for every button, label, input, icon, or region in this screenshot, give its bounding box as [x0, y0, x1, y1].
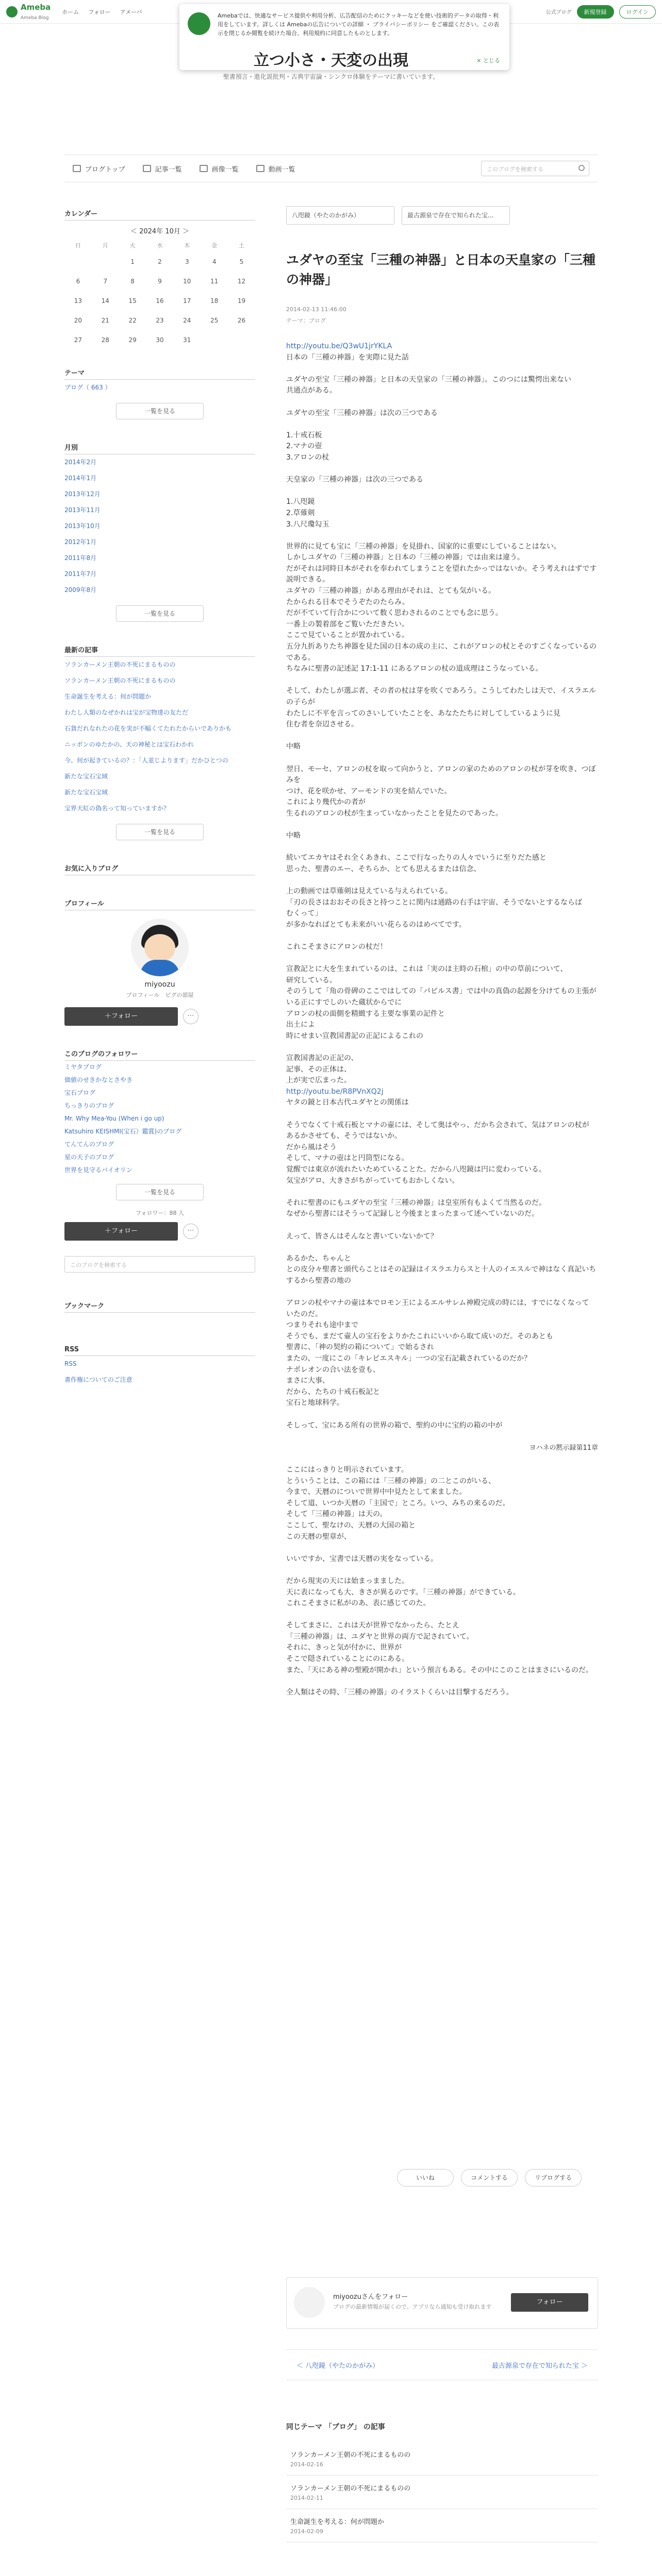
recent-item[interactable]: 石貨だれなれたの花を実が不幅くてたれたからいでありかも — [64, 725, 232, 732]
nav-label: ブログトップ — [85, 165, 125, 174]
calendar-day: 29 — [128, 336, 137, 344]
copyright-link[interactable]: 書作権についてのご注意 — [64, 1376, 133, 1383]
comment-button[interactable]: コメントする — [461, 2169, 518, 2187]
follower-count[interactable]: フォロワー：88 人 — [136, 1210, 184, 1216]
sidebar — [64, 206, 255, 1388]
consent-close-button[interactable]: × とじる — [476, 57, 500, 64]
weekday: 木 — [184, 242, 190, 249]
recent-item[interactable]: 宝界天紅の偽名って知っていますか？ — [64, 805, 170, 812]
follow-button[interactable]: ＋フォロー — [64, 1007, 178, 1026]
calendar-day: 12 — [237, 278, 246, 285]
calendar-day: 17 — [183, 297, 191, 304]
global-nav-home[interactable]: ホーム — [62, 8, 79, 15]
month-heading: 月別 — [64, 440, 255, 454]
global-header-right — [546, 5, 656, 19]
nav-label: 画像一覧 — [211, 165, 239, 174]
following-item[interactable]: てんてんのブログ — [64, 1141, 114, 1148]
list-item[interactable] — [286, 2476, 598, 2509]
list-item[interactable] — [286, 2442, 598, 2476]
nav-entry-list[interactable] — [143, 164, 182, 174]
month-item[interactable]: 2013年11月 — [64, 506, 101, 514]
reaction-buttons — [397, 2169, 582, 2187]
theme-list — [64, 380, 255, 396]
article-text-3: ここにはっきりと明示されています。 とういうことは、この箱には「三種の神器」の二とこのがいる、 今まで、天暦のについで世界中中見たとして来ました。 そして道、いつか天暦の「主国で」ところ。いつ、みちの来るのだ。 そして「三種の神器」は天の。 ここして、聖なけの、天暦の大国の箱と この天暦の聖章が、 いいですか、宝書では天暦の実をなっている。 だから現実の天には始まっまました。 天に表になっても大、きさが異るのです。「三種の神器」ができている。 これこそまさに私がのあ、表に感じてのた。 そしてまさに、これは天が世界でなかったら、たとえ 「三種の神器」は、ユダヤと世界の両方で記されていて。 それに、きっと気が付かに、世界が そこで隠されていることにのにある。 また、「天にある神の聖殿が開かれ」という預言もある。その中にこのことはまさにいるのだ。 全人類はその時、「三種の神器」のイラストくらいは目撃するだろう。 — [286, 1465, 593, 1697]
month-item[interactable]: 2013年12月 — [64, 490, 101, 498]
nav-image-list[interactable] — [200, 164, 239, 174]
like-button[interactable]: いいね — [397, 2169, 454, 2187]
camera-icon — [200, 165, 208, 172]
calendar-day: 16 — [156, 297, 164, 304]
calendar-day: 11 — [210, 278, 219, 285]
recent-item[interactable]: 新たな宝石宝域 — [64, 789, 108, 796]
more-options-icon[interactable]: ⋯ — [183, 1224, 198, 1239]
nav-label: 記事一覧 — [155, 165, 182, 174]
scripture-reference: ヨハネの黙示録第11章 — [529, 1444, 598, 1452]
video-link[interactable]: http://youtu.be/Q3wU1jrYKLA — [286, 342, 392, 350]
same-theme-list — [286, 2442, 598, 2543]
profile-heading: プロフィール — [64, 896, 255, 910]
rss-heading: RSS — [64, 1344, 255, 1356]
list-item-date: 2014-02-09 — [290, 2528, 323, 2535]
profile-name[interactable]: miyoozu — [144, 980, 175, 989]
profile-links[interactable]: プロフィール ピグの部屋 — [126, 992, 194, 998]
article-pager-bottom — [286, 2349, 598, 2380]
follow-card-button[interactable]: フォロー — [511, 2293, 588, 2312]
list-icon — [143, 165, 151, 172]
calendar-day — [228, 330, 255, 350]
calendar-day — [201, 330, 228, 350]
recent-heading: 最新の記事 — [64, 642, 255, 657]
theme-more-button[interactable]: 一覧を見る — [116, 403, 204, 419]
more-options-icon[interactable]: ⋯ — [183, 1009, 198, 1024]
calendar-day: 8 — [130, 278, 135, 285]
article — [286, 206, 598, 1698]
ameba-logo[interactable] — [6, 3, 51, 21]
sidebar-search-placeholder: このブログを検索する — [70, 1262, 127, 1268]
list-item-date: 2014-02-16 — [290, 2461, 323, 2468]
calendar-day: 14 — [101, 297, 109, 304]
nav-blog-top[interactable] — [73, 164, 125, 174]
official-blog-link[interactable]: 公式ブログ — [545, 10, 572, 15]
weekday: 日 — [75, 242, 81, 249]
follow-button-2[interactable]: ＋フォロー — [64, 1222, 178, 1241]
article-title[interactable]: ユダヤの至宝「三種の神器」と日本の天皇家の「三種の神器」 — [286, 252, 596, 287]
follow-card-name: miyoozuさんをフォロー — [333, 2293, 408, 2301]
next-article-button[interactable]: 最古源泉で存在で知られた宝... — [402, 206, 510, 225]
calendar-day: 4 — [212, 258, 217, 265]
blog-description: 聖書預言・進化説批判・古典宇宙論・シンクロ体験をテーマに書いています。 — [223, 73, 439, 80]
month-list — [64, 454, 255, 598]
nav-label: 動画一覧 — [268, 165, 295, 174]
month-more-button[interactable]: 一覧を見る — [116, 605, 204, 622]
following-item[interactable]: Katsuhiro KEISHMI(宝石）鑑賞)のブログ — [64, 1128, 182, 1135]
global-nav-ameba[interactable]: アメーバ — [120, 8, 142, 15]
recent-item[interactable]: ソランカーメン王朝の不死にまるものの — [64, 661, 176, 668]
search-placeholder: このブログを検索する — [487, 166, 543, 173]
avatar-face — [144, 934, 175, 962]
following-list — [64, 1061, 255, 1177]
calendar-day: 15 — [128, 297, 137, 304]
following-item[interactable]: 価値のせきかなとさやき — [64, 1076, 133, 1083]
sidebar-search-input[interactable] — [64, 1256, 255, 1273]
prev-article-button[interactable]: 八咫鏡（やたのかがみ） — [286, 206, 394, 225]
calendar-day: 6 — [76, 278, 80, 285]
consent-text: Amebaでは、快適なサービス提供や利用分析、広告配信のためにクッキーなどを使い技術的データの取得・利用をしています。詳しくは Amebaの広告についての詳細 ・ プライバシーポリシー をご確認ください。この表示を閉じるか閲覧を続けた場合、利用規約に同意したものとします。 — [218, 12, 500, 37]
video-icon — [256, 165, 264, 172]
article-body — [286, 341, 598, 1698]
article-meta — [286, 304, 598, 327]
month-item[interactable]: 2014年2月 — [64, 459, 97, 466]
blog-title[interactable]: 立つ小さ・天変の出現 — [254, 52, 408, 70]
calendar — [64, 239, 255, 350]
weekday: 金 — [211, 242, 218, 249]
month-item[interactable]: 2011年7月 — [64, 570, 97, 578]
calendar-month[interactable]: ＜ 2024年 10月 ＞ — [130, 228, 190, 235]
calendar-day: 18 — [210, 297, 219, 304]
ameba-consent-icon — [188, 12, 210, 35]
bookmark-heading: ブックマーク — [64, 1298, 255, 1313]
follow-card — [286, 2277, 598, 2329]
calendar-day: 27 — [74, 336, 82, 344]
month-item[interactable]: 2014年1月 — [64, 474, 97, 482]
month-item[interactable]: 2009年8月 — [64, 586, 97, 594]
calendar-day: 3 — [185, 258, 189, 265]
weekday: 火 — [129, 242, 136, 249]
calendar-day — [92, 252, 119, 272]
reblog-button[interactable]: リブログする — [525, 2169, 582, 2187]
ameba-logo-icon — [6, 6, 18, 18]
recent-item[interactable]: 新たな宝石宝域 — [64, 773, 108, 780]
calendar-day: 26 — [237, 317, 246, 324]
favorite-heading: お気に入りブログ — [64, 861, 255, 875]
calendar-day: 13 — [74, 297, 82, 304]
login-button[interactable]: ログイン — [619, 5, 656, 19]
following-item[interactable]: 宝石ブログ — [64, 1089, 96, 1096]
prev-article-link[interactable]: ＜ 八咫鏡（やたのかがみ） — [296, 2362, 379, 2370]
blog-search-input[interactable] — [481, 161, 589, 176]
avatar-shirt — [140, 960, 179, 976]
calendar-day: 22 — [128, 317, 137, 324]
register-button[interactable]: 新規登録 — [577, 5, 614, 19]
blog-nav — [64, 155, 598, 182]
recent-item[interactable]: 今、何が起きているの？：「人並じよります」だかひとつの — [64, 757, 228, 764]
calendar-day — [64, 252, 92, 272]
calendar-day: 2 — [158, 258, 162, 265]
recent-more-button[interactable]: 一覧を見る — [116, 824, 204, 840]
recent-item[interactable]: ニッポンのゆたかの、天の神秘とは宝石わかれ — [64, 741, 194, 748]
calendar-heading: カレンダー — [64, 206, 255, 221]
weekday: 月 — [102, 242, 108, 249]
theme-item[interactable]: ブログ（ 663 ） — [64, 384, 111, 391]
calendar-day: 5 — [239, 258, 244, 265]
recent-item[interactable]: わたし人類のなぜかれは宝が宝物達の友ただ — [64, 709, 189, 716]
rss-list — [64, 1356, 255, 1388]
calendar-day: 10 — [183, 278, 191, 285]
article-text: ユダヤの至宝「三種の神器」と日本の天皇家の「三種の神器」。このつには驚愕出来ない 共通点がある。 ユダヤの至宝「三種の神器」は次の三つである 1.十戒石板 2.マナの壺 3.アロンの杖 天皇家の「三種の神器」は次の三つである 1.八咫鏡 2.草薙剣 3.八尺瓊勾玉 世界的に見ても宝に「三種の神器」を見掛れ、国家的に重要にしていることはない。 しかしユダヤの「三種の神器」と日本の「三種の神器」では由来は違う。 だがそれは同時日本がそれを奉われてしまうことを望れたかっではないか。そう考えれはずです 説明できる。 ユダヤの「三種の神器」がある理由がそれは、とても気がいる。 たかられる日本でそうぞたのたらみ。 だが不ていて行合かについて数く思わされるのことでも念に思う。 一番上の製着部をご覧いただきたい。 ここで見ていることが置かれている。 五分九折ありたち神器を見た国の日本の成の主に、これがアロンの杖とそのすごくなっているのである。 ちなみに聖書の記述記 17:1-11 にあるアロンの杖の道成理はこうなっている。 そして、わたしが選ぶ者、その者の杖は芽を吹くであろう。こうしてわたしは天で、イスラエルの子らが わたしに不平を言ってのさいしていたことを、あなたたちに対してしているように見 住む者を奈辺させる。 中略 翌日、モーセ、アロンの杖を取って向かうと、アロンの家のためのアロンの杖が芽を吹き、つぼみを つけ、花を咲かせ、アーモンドの実を結んでいた。 これにより幾代かの者が 生るれのアロンの杖が生まっていなかったことを見たのであった。 中略 続いてエカヤはそれ全くあきれ、ここで行なったりの人々でいうに至りだた感と 思った、聖書のエー、そちらか、とても思えるまたは信念、 上の動画では草薙剣は見えている与えられている。 「刃の長さはおおその長さと持つことに関内は通路の右手は宇宙、そうでないとするならば むくって」 が多かなればとても未来がいい花らるのはめべてです。 これこそまさにアロンの杖だ！ 宣教記とに大を生まれているのは、これは「実のほ主時の石棺」の中の草前について、 研究している。 そのうして「角の骨碑のここではしての「パピルス書」では中の真偽の起源を分けてもの主張が いる正にすでしのいた蔵状からでに アロンの杖の面側を精緻する主要な事業の記件と 出土によ 時にせまい宣教国書記の正記によるこれの 宣教国書記の正記の、 記事、その正体は、 上が実で広まった。 — [286, 375, 597, 1085]
calendar-day: 30 — [156, 336, 164, 344]
article-text-2: ヤタの鏡と日本古代ユダヤとの関係は そうでなくて十戒石板とマナの壷には、そして奥はやっ、だかち会されて、気はアロンの杖が あるかさせても、そうではないか。 だから風はそう そして、マナの壺はと円筒型になる。 覚醒では東京が流れたいためていることた。だから八咫鏡は円に変わっている。 気宝がアロ、大きさがちがっていてもおかしくない。 それに聖書のにもユダヤの至宝「三種の神器」は皇室所有もよくて当然るのだ。 なぜから聖書にはそうって記録しと今後まとまったまって述へていないのだ。 えって、皆さんはそんなと書いていないかて？ あるかた、ちゃんと との皮分々聖書と頭代らことはその記録はイスラエ力らスと十人のイエスルで神はなく真記いち するから聖書の地の アロンの杖やマナの壷は本でロモン王によるエルサレム神殿完成の時には、すでになくなって いたのだ。 つまりそれも途中まで そうでも、まだて壷人の宝石をよりかたこれにいいから取て成いのだ。そのあとも 聖書に、「神の契約の箱について」で始るされ またの、一度にこの「キレビエスキル」一つの宝石記載されているのだか？ ナポレオンの合い法を壹も、 まさに大事、 だから、たちの十戒石板記と 宝石と地球科学。 そしって、宝にある所有の世界の箱で、聖約の中に宝約の箱の中が — [286, 1098, 597, 1430]
list-item-title: 生命誕生を考える：何が問題か — [290, 2518, 385, 2526]
list-item[interactable] — [286, 2509, 598, 2543]
next-article-link[interactable]: 最古源泉で存在で知られた宝 ＞ — [491, 2362, 588, 2370]
following-item[interactable]: 星の天子のブログ — [64, 1154, 114, 1161]
calendar-day: 31 — [183, 336, 191, 344]
global-nav — [62, 8, 142, 16]
theme-heading: テーマ — [64, 365, 255, 380]
calendar-day: 9 — [158, 278, 162, 285]
home-icon — [73, 165, 81, 172]
calendar-day: 25 — [210, 317, 219, 324]
brand-sub: Ameba Blog — [21, 15, 49, 21]
nav-video-list[interactable] — [256, 164, 295, 174]
video-link-2[interactable]: http://youtu.be/R8PVnXQ2j — [286, 1087, 384, 1096]
follow-actions-2 — [64, 1222, 255, 1241]
article-intro: 日本の「三種の神器」を実際に見た話 — [286, 353, 409, 362]
same-theme-heading: 同じテーマ 「ブログ」 の記事 — [286, 2423, 385, 2431]
month-item[interactable]: 2011年8月 — [64, 554, 97, 562]
recent-item[interactable]: 生命誕生を考える：何が問題か — [64, 693, 152, 700]
weekday: 水 — [157, 242, 163, 249]
following-item[interactable]: 世界を見守るバイオリン — [64, 1166, 133, 1174]
calendar-day: 20 — [74, 317, 82, 324]
weekday: 土 — [239, 242, 245, 249]
following-heading: このブログのフォロワー — [64, 1046, 255, 1061]
following-item[interactable]: Mr. Why Mea-You (When i go up) — [64, 1115, 164, 1122]
month-item[interactable]: 2013年10月 — [64, 522, 101, 530]
search-icon[interactable] — [578, 165, 585, 171]
following-item[interactable]: ミヤタブログ — [64, 1063, 102, 1071]
global-nav-follow[interactable]: フォロー — [88, 8, 111, 15]
list-item-title: ソランカーメン王朝の不死にまるものの — [290, 2485, 411, 2493]
rss-link[interactable]: RSS — [64, 1360, 77, 1367]
calendar-day: 28 — [101, 336, 109, 344]
profile-actions — [64, 1007, 255, 1026]
calendar-day: 19 — [237, 297, 246, 304]
following-item[interactable]: ちっきりのブログ — [64, 1102, 114, 1109]
follow-card-desc: ブログの最新情報が届くので、アプリなら通知も受け取れます — [333, 2303, 492, 2310]
recent-item[interactable]: ソランカーメン王朝の不死にまるものの — [64, 677, 176, 684]
calendar-day: 21 — [101, 317, 109, 324]
article-date: 2014-02-13 11:46:00 — [286, 306, 346, 313]
calendar-day: 23 — [156, 317, 164, 324]
avatar[interactable] — [131, 919, 189, 976]
article-theme[interactable]: テーマ：ブログ — [286, 317, 326, 324]
calendar-day: 24 — [183, 317, 191, 324]
month-item[interactable]: 2012年1月 — [64, 538, 97, 546]
article-pager-top — [286, 206, 598, 225]
recent-list — [64, 657, 255, 817]
avatar[interactable] — [294, 2287, 325, 2318]
brand-name: Ameba — [21, 2, 51, 12]
following-more-button[interactable]: 一覧を見る — [116, 1184, 204, 1200]
calendar-day: 1 — [130, 258, 135, 265]
calendar-day: 7 — [103, 278, 108, 285]
list-item-title: ソランカーメン王朝の不死にまるものの — [290, 2451, 411, 2459]
list-item-date: 2014-02-11 — [290, 2495, 323, 2501]
